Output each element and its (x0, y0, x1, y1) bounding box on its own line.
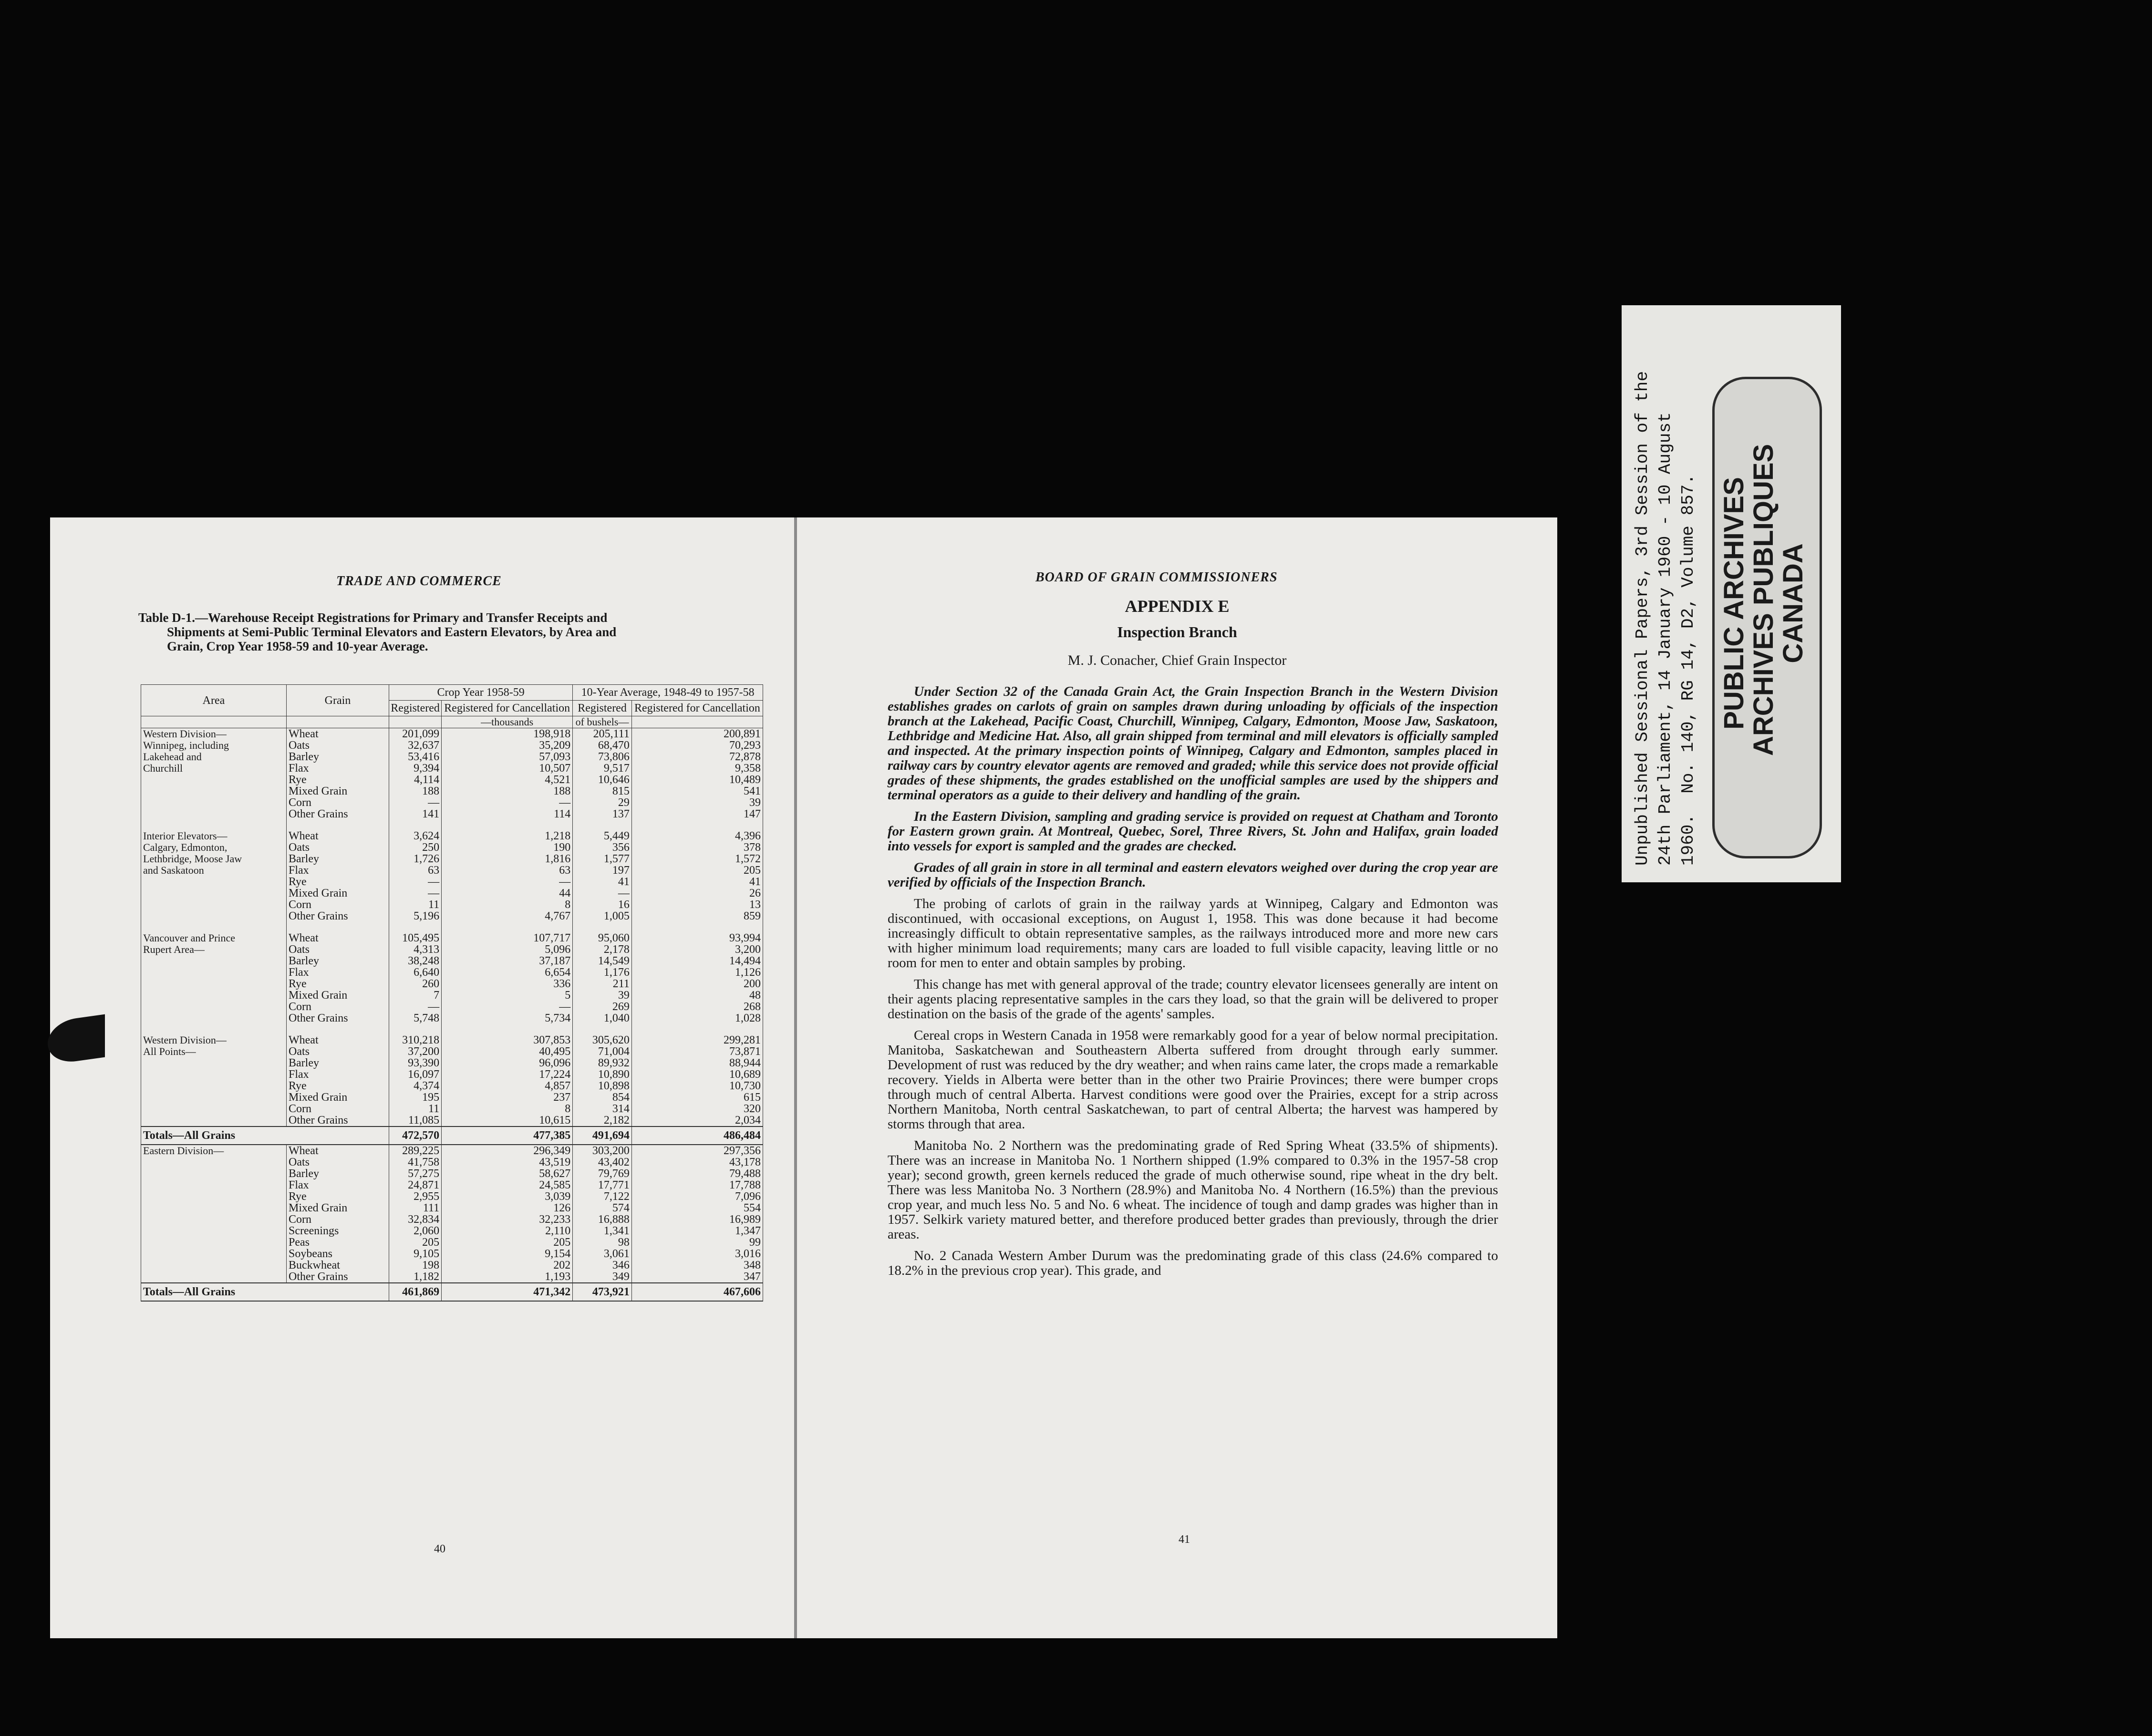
paragraph: No. 2 Canada Western Amber Durum was the predominating grade of this class (24.6% compared to 18.2% in the previous crop year). This grade, and (888, 1248, 1498, 1278)
paragraph: In the Eastern Division, sampling and grading service is provided on request at Chatham and Toronto for Eastern grown grain. At Montreal, Quebec, Sorel, Three Rivers, St. John and Halifax, grain loaded into vessels for export is sampled and the grades are checked. (888, 809, 1498, 854)
registration-table: Area Grain Crop Year 1958-59 10-Year Average, 1948-49 to 1957-58 Registered Registered for Cancellation Registered Registered for Cancellation —thousands of bushels— Western Division— Winnipeg, including Lakehead and Churchill Wheat Oats Barley Flax Rye Mixed Grain Corn Other Grains 201,099 32,637 53,416 9,394 4,114 188 — 141 198,918 35,209 57,093 10,507 4,521 188 — 114 205,111 68,470 73,806 9,517 10,646 815 29 137 200,891 70,293 72,878 9,358 10,489 541 39 147 Interior Elevators— Calgary, Edmonton, Lethbridge, Moose Jaw and Saskatoon Wheat Oats Barley Flax Rye Mixed Grain Corn Other Grains 3,624 250 1,726 63 — — 11 5,196 1,218 190 1,816 63 — 44 8 4,767 5,449 356 1,577 197 41 — 16 1,005 4,396 378 1,572 205 41 26 13 859 Vancouver and Prince Rupert Area— Wheat Oats Barley Flax Rye Mixed Grain Corn Other Grains 105,495 4,313 38,248 6,640 260 7 — 5,748 107,717 5,096 37,187 6,654 336 5 — 5,734 95,060 2,178 14,549 1,176 211 39 269 1,040 93,994 3,200 14,494 1,126 200 48 268 1,028 Western Division— All Points— Wheat Oats Barley Flax Rye Mixed Grain Corn Other Grains 310,218 37,200 93,390 16,097 4,374 195 11 11,085 307,853 40,495 96,096 17,224 4,857 237 8 10,615 305,620 71,004 89,932 10,890 10,898 854 314 2,182 299,281 73,871 88,944 10,689 10,730 615 320 2,034 Totals—All Grains 472,570 477,385 491,694 486,484 Eastern Division— Wheat Oats Barley Flax Rye Mixed Grain Corn Screenings Peas Soybeans Buckwheat Other Grains 289,225 41,758 57,275 24,871 2,955 111 32,834 2,060 205 9,105 198 1,182 296,349 43,519 58,627 24,585 3,039 126 32,233 2,110 205 9,154 202 1,193 303,200 43,402 79,769 17,771 7,122 574 16,888 1,341 98 3,061 346 349 297,356 43,178 79,488 17,788 7,096 554 16,989 1,347 99 3,016 348 347 Totals—All Grains 461,869 471,342 473,921 467,606 (141, 684, 763, 1302)
running-head-left: TRADE AND COMMERCE (336, 574, 502, 589)
totals-row: Totals—All Grains 472,570 477,385 491,694 486,484 (141, 1126, 763, 1145)
table-caption: Table D-1.—Warehouse Receipt Registrations for Primary and Transfer Receipts and Shipments at Semi-Public Terminal Elevators and Eastern Elevators, by Area and Grain, Crop Year 1958-59 and 10-year Average. (138, 610, 617, 653)
paragraph: Under Section 32 of the Canada Grain Act, the Grain Inspection Branch in the Western Division establishes grades on carlots of grain on samples drawn during unloading by officials of the inspection branch at the Lakehead, Pacific Coast, Churchill, Winnipeg, Calgary, Edmonton, Moose Jaw, Saskatoon, Lethbridge and Medicine Hat. Also, all grain shipped from terminal and mill elevators is officially sampled and inspected. At the primary inspection points of Winnipeg, Calgary and Edmonton, samples placed in railway cars by country elevator agents are removed and graded; while this service does not provide official grades of these shipments, the grades established on the unofficial samples are used by the shippers and terminal operators as a guide to their delivery and handling of the grain. (888, 684, 1498, 803)
table-row: Vancouver and Prince Rupert Area— Wheat Oats Barley Flax Rye Mixed Grain Corn Other Grains 105,495 4,313 38,248 6,640 260 7 — 5,748 107,717 5,096 37,187 6,654 336 5 — 5,734 95,060 2,178 14,549 1,176 211 39 269 1,040 93,994 3,200 14,494 1,126 200 48 268 1,028 (141, 932, 763, 1024)
table-row: Eastern Division— Wheat Oats Barley Flax Rye Mixed Grain Corn Screenings Peas Soybeans Buckwheat Other Grains 289,225 41,758 57,275 24,871 2,955 111 32,834 2,060 205 9,105 198 1,182 296,349 43,519 58,627 24,585 3,039 126 32,233 2,110 205 9,154 202 1,193 303,200 43,402 79,769 17,771 7,122 574 16,888 1,341 98 3,061 346 349 297,356 43,178 79,488 17,788 7,096 554 16,989 1,347 99 3,016 348 347 (141, 1145, 763, 1283)
page-number-left: 40 (434, 1543, 445, 1555)
paragraph: Cereal crops in Western Canada in 1958 were remarkably good for a year of below normal precipitation. Manitoba, Saskatchewan and Southeastern Alberta suffered from drought through early summer. Development of rust was reduced by the dry weather; and when rains came later, the crops made a remarkable recovery. Yields in Alberta were better than in the other two Prairie Provinces; there were bumper crops through much of central Alberta. Harvest conditions were good over the Prairies, except for a strip across Northern Manitoba, North central Saskatchewan, to part of central Alberta; the harvest was hampered by storms through that area. (888, 1028, 1498, 1132)
archive-stamp-text: PUBLIC ARCHIVES ARCHIVES PUBLIQUES CANADA (1718, 444, 1809, 756)
body-text (888, 684, 1498, 1285)
author-line: M. J. Conacher, Chief Grain Inspector (1067, 652, 1287, 668)
running-head-right: BOARD OF GRAIN COMMISSIONERS (1035, 570, 1278, 585)
branch-title: Inspection Branch (1117, 623, 1237, 641)
paragraph: Grades of all grain in store in all terminal and eastern elevators weighed over during the crop year are verified by officials of the Inspection Branch. (888, 860, 1498, 890)
totals-row: Totals—All Grains 461,869 471,342 473,921 467,606 (141, 1283, 763, 1301)
table-row: Interior Elevators— Calgary, Edmonton, Lethbridge, Moose Jaw and Saskatoon Wheat Oats Barley Flax Rye Mixed Grain Corn Other Grains 3,624 250 1,726 63 — — 11 5,196 1,218 190 1,816 63 — 44 8 4,767 5,449 356 1,577 197 41 — 16 1,005 4,396 378 1,572 205 41 26 13 859 (141, 830, 763, 922)
paragraph: Manitoba No. 2 Northern was the predominating grade of Red Spring Wheat (33.5% of shipments). There was an increase in Manitoba No. 1 Northern shipped (1.9% compared to 0.3% in the 1957-58 crop year); second growth, green kernels reduced the grade of much otherwise sound, ripe wheat in the dry belt. There was less Manitoba No. 3 Northern (28.9%) and Manitoba No. 4 Northern (16.5%) than the previous crop year, and much less No. 5 and No. 6 wheat. The incidence of tough and damp grades was higher than in 1957. Selkirk variety matured better, and therefore produced better grades than previously, through the drier areas. (888, 1138, 1498, 1242)
right-page (797, 517, 1557, 1638)
page-number-right: 41 (1179, 1533, 1190, 1546)
table-row: Western Division— Winnipeg, including Lakehead and Churchill Wheat Oats Barley Flax Rye Mixed Grain Corn Other Grains 201,099 32,637 53,416 9,394 4,114 188 — 141 198,918 35,209 57,093 10,507 4,521 188 — 114 205,111 68,470 73,806 9,517 10,646 815 29 137 200,891 70,293 72,878 9,358 10,489 541 39 147 (141, 728, 763, 820)
paragraph: This change has met with general approval of the trade; country elevator licensees generally are intent on their agents placing representative samples in the cars they load, so that the grain will be delivered to proper destination on the basis of the grade of the agents' samples. (888, 977, 1498, 1022)
appendix-title: APPENDIX E (1125, 597, 1230, 616)
table-row: Western Division— All Points— Wheat Oats Barley Flax Rye Mixed Grain Corn Other Grains 310,218 37,200 93,390 16,097 4,374 195 11 11,085 307,853 40,495 96,096 17,224 4,857 237 8 10,615 305,620 71,004 89,932 10,890 10,898 854 314 2,182 299,281 73,871 88,944 10,689 10,730 615 320 2,034 (141, 1034, 763, 1126)
paragraph: The probing of carlots of grain in the railway yards at Winnipeg, Calgary and Edmonton was discontinued, with occasional exceptions, on August 1, 1958. This was done because it had become increasingly difficult to obtain representative samples, as the railways introduced more and more new cars with higher minimum load requirements; many cars are loaded to full visible capacity, leaving little or no room for men to enter and obtain samples by probing. (888, 896, 1498, 971)
scanned-book (50, 517, 1557, 1638)
left-page (50, 517, 797, 1638)
archive-slip-text: Unpublished Sessional Papers, 3rd Session of the 24th Parliament, 14 January 1960 - 10 August 1960. No. 140, RG 14, D2, Volume 857. (1633, 371, 1698, 866)
